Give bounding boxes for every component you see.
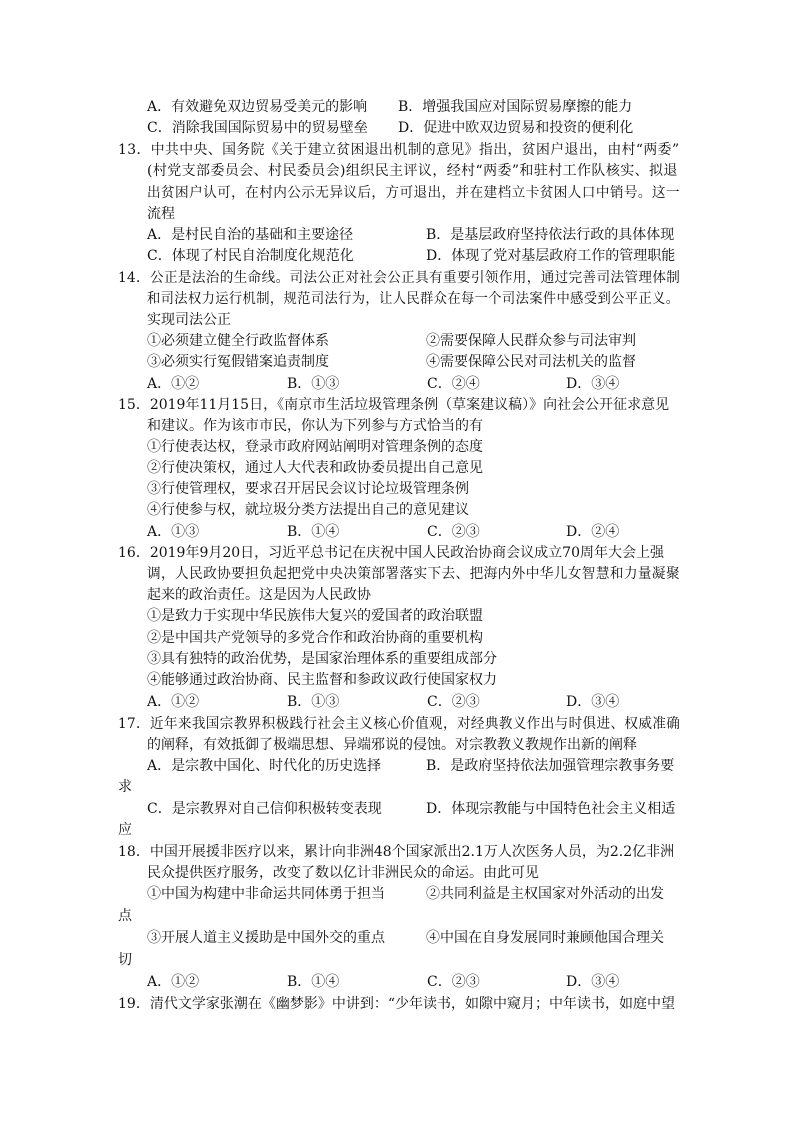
q18-statement-3: ③开展人道主义援助是中国外交的重点 bbox=[147, 930, 385, 946]
q15-stem-line-1: 15．2019年11月15日，《南京市生活垃圾管理条例（草案建议稿）》向社会公开征求意见 bbox=[118, 397, 670, 413]
q16-stem-line-3: 起来的政治责任。这是因为人民政协 bbox=[147, 587, 371, 603]
q15-option-a: A．①③ bbox=[147, 524, 200, 540]
q18-statement-2: ②共同利益是主权国家对外活动的出发 bbox=[426, 886, 664, 902]
q14-stem-line-2: 和司法权力运行机制，规范司法行为，让人民群众在每一个司法案件中感受到公平正义。 bbox=[147, 291, 680, 307]
q17-option-b-wrap: 求 bbox=[118, 779, 132, 795]
q17-option-d-wrap: 应 bbox=[118, 822, 132, 838]
q16-statement-2: ②是中国共产党领导的多党合作和政治协商的重要机构 bbox=[147, 630, 483, 646]
q17-stem-line-2: 的阐释，有效抵御了极端思想、异端邪说的侵蚀。对宗教教义教规作出新的阐释 bbox=[147, 737, 637, 753]
q15-option-d: D．②④ bbox=[566, 524, 620, 540]
q15-option-c: C．②③ bbox=[427, 524, 480, 540]
q13-option-a: A．是村民自治的基础和主要途径 bbox=[147, 227, 354, 243]
q14-option-a: A．①② bbox=[147, 376, 200, 392]
q18-stem-line-1: 18．中国开展援非医疗以来，累计向非洲48个国家派出2.1万人次医务人员，为2.2亿非洲 bbox=[118, 844, 675, 860]
q16-option-c: C．②③ bbox=[427, 694, 480, 710]
q12-option-b: B．增强我国应对国际贸易摩擦的能力 bbox=[398, 99, 633, 115]
q17-option-c: C．是宗教界对自己信仰积极转变表现 bbox=[147, 801, 382, 817]
q18-option-b: B．①④ bbox=[287, 974, 340, 990]
q17-option-b: B．是政府坚持依法加强管理宗教事务要 bbox=[426, 758, 675, 774]
q14-option-d: D．③④ bbox=[566, 376, 620, 392]
q16-option-b: B．①③ bbox=[287, 694, 340, 710]
q14-statement-1: ①必须建立健全行政监督体系 bbox=[147, 333, 329, 349]
q18-option-c: C．②③ bbox=[427, 974, 480, 990]
q19-stem-line-1: 19．清代文学家张潮在《幽梦影》中讲到：“少年读书，如隙中窥月；中年读书，如庭中望 bbox=[118, 996, 675, 1012]
q13-option-c: C．体现了村民自治制度化规范化 bbox=[147, 248, 354, 264]
q18-stem-line-2: 民众提供医疗服务，改变了数以亿计非洲民众的命运。由此可见 bbox=[147, 865, 539, 881]
q18-statement-1: ①中国为构建中非命运共同体勇于担当 bbox=[147, 886, 385, 902]
q13-stem-line-4: 流程 bbox=[147, 206, 175, 222]
q12-option-d: D．促进中欧双边贸易和投资的便利化 bbox=[398, 120, 634, 136]
q15-option-b: B．①④ bbox=[287, 524, 340, 540]
q16-option-a: A．①② bbox=[147, 694, 200, 710]
q15-stem-line-2: 和建议。作为该市市民，你认为下列参与方式恰当的有 bbox=[147, 418, 483, 434]
q15-statement-3: ③行使管理权，要求召开居民会议讨论垃圾管理条例 bbox=[147, 481, 469, 497]
q14-statement-4: ④需要保障公民对司法机关的监督 bbox=[426, 354, 636, 370]
q14-statement-2: ②需要保障人民群众参与司法审判 bbox=[426, 333, 636, 349]
q15-statement-1: ①行使表达权，登录市政府网站阐明对管理条例的态度 bbox=[147, 439, 483, 455]
q12-option-a: A．有效避免双边贸易受美元的影响 bbox=[147, 99, 368, 115]
q16-statement-4: ④能够通过政治协商、民主监督和参政议政行使国家权力 bbox=[147, 672, 497, 688]
q13-option-d: D．体现了党对基层政府工作的管理职能 bbox=[426, 248, 676, 264]
q14-statement-3: ③必须实行冤假错案追责制度 bbox=[147, 354, 329, 370]
q17-option-d: D．体现宗教能与中国特色社会主义相适 bbox=[426, 801, 676, 817]
q13-stem-line-1: 13．中共中央、国务院《关于建立贫困退出机制的意见》指出，贫困户退出，由村“两委” bbox=[118, 142, 680, 158]
q14-option-b: B．①③ bbox=[287, 376, 340, 392]
q16-statement-3: ③具有独特的政治优势，是国家治理体系的重要组成部分 bbox=[147, 651, 497, 667]
q18-option-a: A．①② bbox=[147, 974, 200, 990]
q14-stem-line-3: 实现司法公正 bbox=[147, 312, 231, 328]
q13-stem-line-3: 出贫困户认可，在村内公示无异议后，方可退出，并在建档立卡贫困人口中销号。这一 bbox=[147, 185, 680, 201]
q16-option-d: D．③④ bbox=[566, 694, 620, 710]
q18-statement-2-wrap: 点 bbox=[118, 908, 132, 924]
q14-option-c: C．②④ bbox=[427, 376, 480, 392]
q16-stem-line-2: 调，人民政协要担负起把党中央决策部署落实下去、把海内外中华儿女智慧和力量凝聚 bbox=[147, 566, 680, 582]
q16-stem-line-1: 16．2019年9月20日，习近平总书记在庆祝中国人民政治协商会议成立70周年大会上强 bbox=[118, 545, 664, 561]
q17-option-a: A．是宗教中国化、时代化的历史选择 bbox=[147, 758, 382, 774]
q15-statement-2: ②行使决策权，通过人大代表和政协委员提出自己意见 bbox=[147, 460, 483, 476]
q15-statement-4: ④行使参与权，就垃圾分类方法提出自己的意见建议 bbox=[147, 502, 469, 518]
q18-statement-4: ④中国在自身发展同时兼顾他国合理关 bbox=[426, 930, 664, 946]
q16-statement-1: ①是致力于实现中华民族伟大复兴的爱国者的政治联盟 bbox=[147, 608, 483, 624]
q13-option-b: B．是基层政府坚持依法行政的具体体现 bbox=[426, 227, 675, 243]
q14-stem-line-1: 14．公正是法治的生命线。司法公正对社会公正具有重要引领作用，通过完善司法管理体制 bbox=[118, 270, 681, 286]
q12-option-c: C．消除我国国际贸易中的贸易壁垒 bbox=[147, 120, 368, 136]
q18-statement-4-wrap: 切 bbox=[118, 952, 132, 968]
q18-option-d: D．③④ bbox=[566, 974, 620, 990]
q13-stem-line-2: (村党支部委员会、村民委员会)组织民主评议，经村“两委”和驻村工作队核实、拟退 bbox=[147, 163, 678, 179]
q17-stem-line-1: 17．近年来我国宗教界积极践行社会主义核心价值观，对经典教义作出与时俱进、权威准确 bbox=[118, 716, 681, 732]
